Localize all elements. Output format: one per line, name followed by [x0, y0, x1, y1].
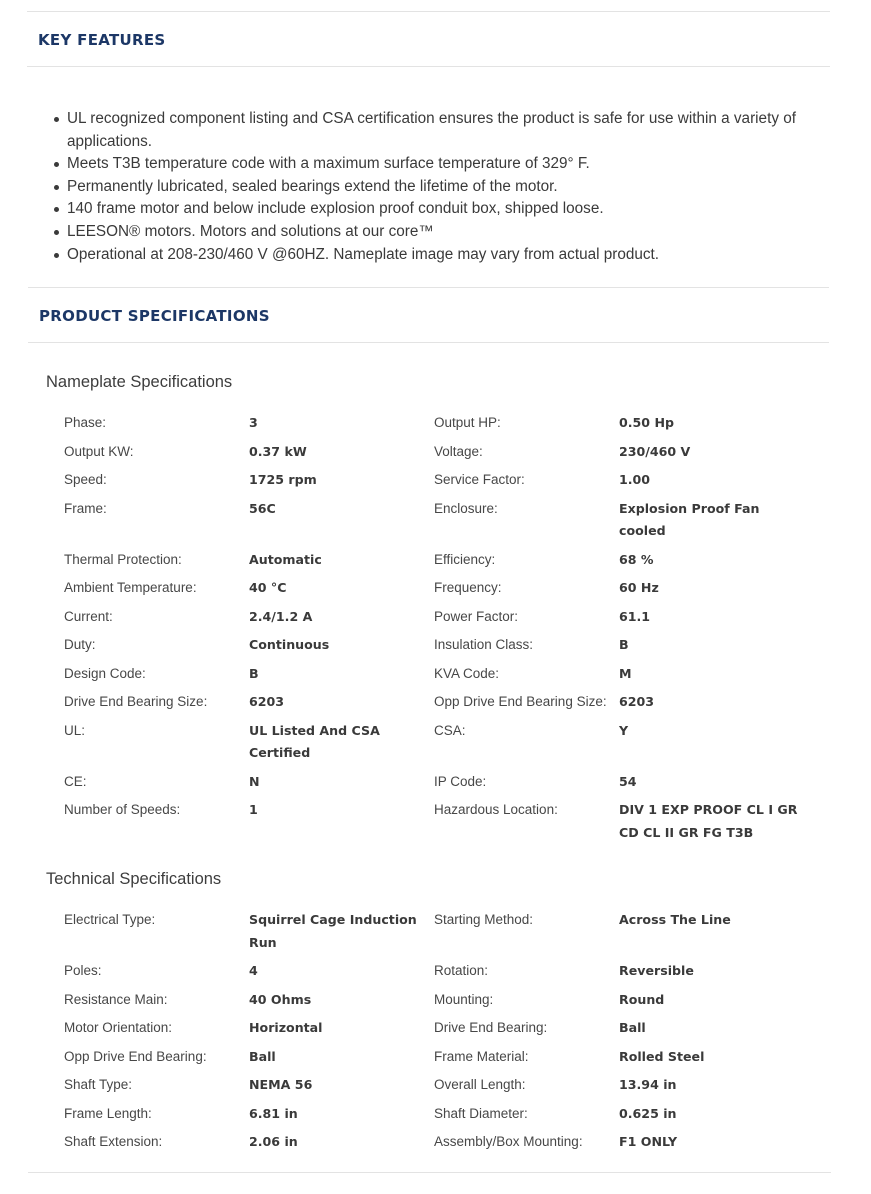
spec-value: N [249, 773, 260, 789]
spec-label: Overall Length: [434, 1077, 526, 1092]
spec-value: 0.37 kW [249, 443, 307, 459]
spec-value: Ball [249, 1048, 276, 1064]
spec-label: CE: [64, 773, 87, 789]
spec-label: Service Factor: [434, 472, 525, 487]
spec-value: 2.06 in [249, 1134, 298, 1149]
table-row [64, 771, 824, 794]
spec-value: 3 [249, 415, 258, 430]
spec-label: Shaft Diameter: [434, 1105, 528, 1121]
divider [28, 342, 829, 343]
spec-label: Thermal Protection: [64, 551, 182, 567]
spec-label: Rotation: [434, 963, 489, 978]
table-row [64, 909, 824, 954]
spec-label: Assembly/Box Mounting: [434, 1134, 583, 1149]
table-row [64, 1103, 824, 1126]
spec-label: Frequency: [434, 580, 502, 595]
technical-specifications-title: Technical Specifications [46, 870, 222, 888]
spec-value: 6203 [619, 694, 655, 709]
spec-label: Opp Drive End Bearing: [64, 1048, 207, 1064]
spec-label: Electrical Type: [64, 912, 156, 927]
spec-value: Round [619, 991, 665, 1007]
nameplate-specifications-table [64, 412, 824, 844]
table-row [64, 606, 824, 629]
spec-value: 60 Hz [619, 580, 659, 595]
spec-label: Drive End Bearing: [434, 1020, 548, 1035]
spec-value: 61.1 [619, 608, 651, 624]
spec-value: Reversible [619, 963, 694, 978]
divider [28, 1172, 831, 1173]
key-features-title: KEY FEATURES [38, 31, 166, 49]
spec-label: Power Factor: [434, 608, 519, 624]
spec-value: 230/460 V [619, 443, 691, 459]
spec-label: Enclosure: [434, 500, 498, 516]
table-row [64, 1131, 824, 1154]
table-row [64, 634, 824, 657]
spec-label: Starting Method: [434, 912, 534, 927]
spec-value: 4 [249, 963, 258, 978]
table-row [64, 799, 824, 844]
table-row [64, 663, 824, 686]
list-item: LEESON® motors. Motors and solutions at our core™ [54, 221, 824, 244]
spec-label: Motor Orientation: [64, 1020, 173, 1035]
divider [27, 11, 830, 12]
spec-label: Insulation Class: [434, 637, 534, 652]
list-item: Operational at 208-230/460 V @60HZ. Nameplate image may vary from actual product. [54, 244, 824, 267]
spec-label: UL: [64, 722, 86, 738]
spec-label: Efficiency: [434, 551, 496, 567]
spec-value: F1 ONLY [619, 1134, 678, 1149]
spec-label: Phase: [64, 415, 107, 430]
spec-value: Squirrel Cage Induction Run [249, 912, 417, 950]
spec-label: Output KW: [64, 443, 134, 459]
product-specifications-title: PRODUCT SPECIFICATIONS [39, 307, 270, 325]
spec-value: B [619, 637, 629, 652]
spec-label: Opp Drive End Bearing Size: [434, 694, 607, 709]
nameplate-specifications-title: Nameplate Specifications [46, 373, 233, 391]
spec-value: 1.00 [619, 472, 651, 487]
table-row [64, 577, 824, 600]
spec-value: 2.4/1.2 A [249, 608, 313, 624]
list-item: Permanently lubricated, sealed bearings extend the lifetime of the motor. [54, 176, 824, 199]
spec-label: Resistance Main: [64, 991, 168, 1007]
key-features-list [54, 108, 824, 266]
spec-label: Shaft Extension: [64, 1134, 163, 1149]
spec-value: UL Listed And CSA Certified [249, 722, 380, 760]
spec-value: 1725 rpm [249, 472, 317, 487]
list-item: 140 frame motor and below include explosion proof conduit box, shipped loose. [54, 198, 824, 221]
spec-label: Duty: [64, 637, 96, 652]
divider [27, 66, 830, 67]
table-row [64, 720, 824, 765]
spec-value: 68 % [619, 551, 654, 567]
list-item: Meets T3B temperature code with a maximum surface temperature of 329° F. [54, 153, 824, 176]
spec-value: Across The Line [619, 912, 731, 927]
spec-value: B [249, 665, 259, 681]
spec-value: NEMA 56 [249, 1077, 313, 1092]
spec-value: 13.94 in [619, 1077, 677, 1092]
table-row [64, 989, 824, 1012]
spec-value: 40 Ohms [249, 991, 312, 1007]
spec-value: DIV 1 EXP PROOF CL I GR CD CL II GR FG T3B [619, 802, 798, 840]
spec-value: 1 [249, 802, 258, 817]
technical-specifications-table [64, 909, 824, 1154]
spec-label: IP Code: [434, 773, 487, 789]
spec-label: Hazardous Location: [434, 802, 558, 817]
divider [28, 287, 829, 288]
spec-label: Ambient Temperature: [64, 580, 197, 595]
table-row [64, 1046, 824, 1069]
spec-value: Rolled Steel [619, 1048, 705, 1064]
spec-label: Mounting: [434, 991, 494, 1007]
spec-value: Explosion Proof Fan cooled [619, 500, 760, 538]
spec-label: Voltage: [434, 443, 483, 459]
spec-label: Drive End Bearing Size: [64, 694, 208, 709]
spec-value: 0.50 Hp [619, 415, 675, 430]
spec-label: Current: [64, 608, 113, 624]
spec-label: Speed: [64, 472, 107, 487]
spec-value: Continuous [249, 637, 330, 652]
spec-label: Design Code: [64, 665, 146, 681]
spec-value: Ball [619, 1020, 646, 1035]
spec-label: Poles: [64, 963, 102, 978]
spec-value: 0.625 in [619, 1105, 677, 1121]
spec-value: Automatic [249, 551, 322, 567]
spec-label: Frame Material: [434, 1048, 529, 1064]
table-row [64, 412, 824, 435]
spec-value: 6.81 in [249, 1105, 298, 1121]
spec-label: KVA Code: [434, 665, 500, 681]
spec-label: CSA: [434, 722, 466, 738]
table-row [64, 960, 824, 983]
table-row [64, 498, 824, 543]
spec-value: Y [619, 722, 629, 738]
table-row [64, 441, 824, 464]
table-row [64, 1017, 824, 1040]
table-row [64, 1074, 824, 1097]
spec-label: Output HP: [434, 415, 501, 430]
spec-label: Frame: [64, 500, 107, 516]
table-row [64, 549, 824, 572]
spec-value: 6203 [249, 694, 285, 709]
list-item: UL recognized component listing and CSA certification ensures the product is safe for use within a variety of applications. [54, 108, 824, 153]
spec-value: 54 [619, 773, 637, 789]
spec-value: 40 °C [249, 580, 287, 595]
spec-value: 56C [249, 500, 276, 516]
spec-label: Frame Length: [64, 1105, 152, 1121]
spec-label: Number of Speeds: [64, 802, 181, 817]
spec-label: Shaft Type: [64, 1077, 133, 1092]
spec-value: Horizontal [249, 1020, 323, 1035]
table-row [64, 691, 824, 714]
spec-value: M [619, 665, 632, 681]
table-row [64, 469, 824, 492]
